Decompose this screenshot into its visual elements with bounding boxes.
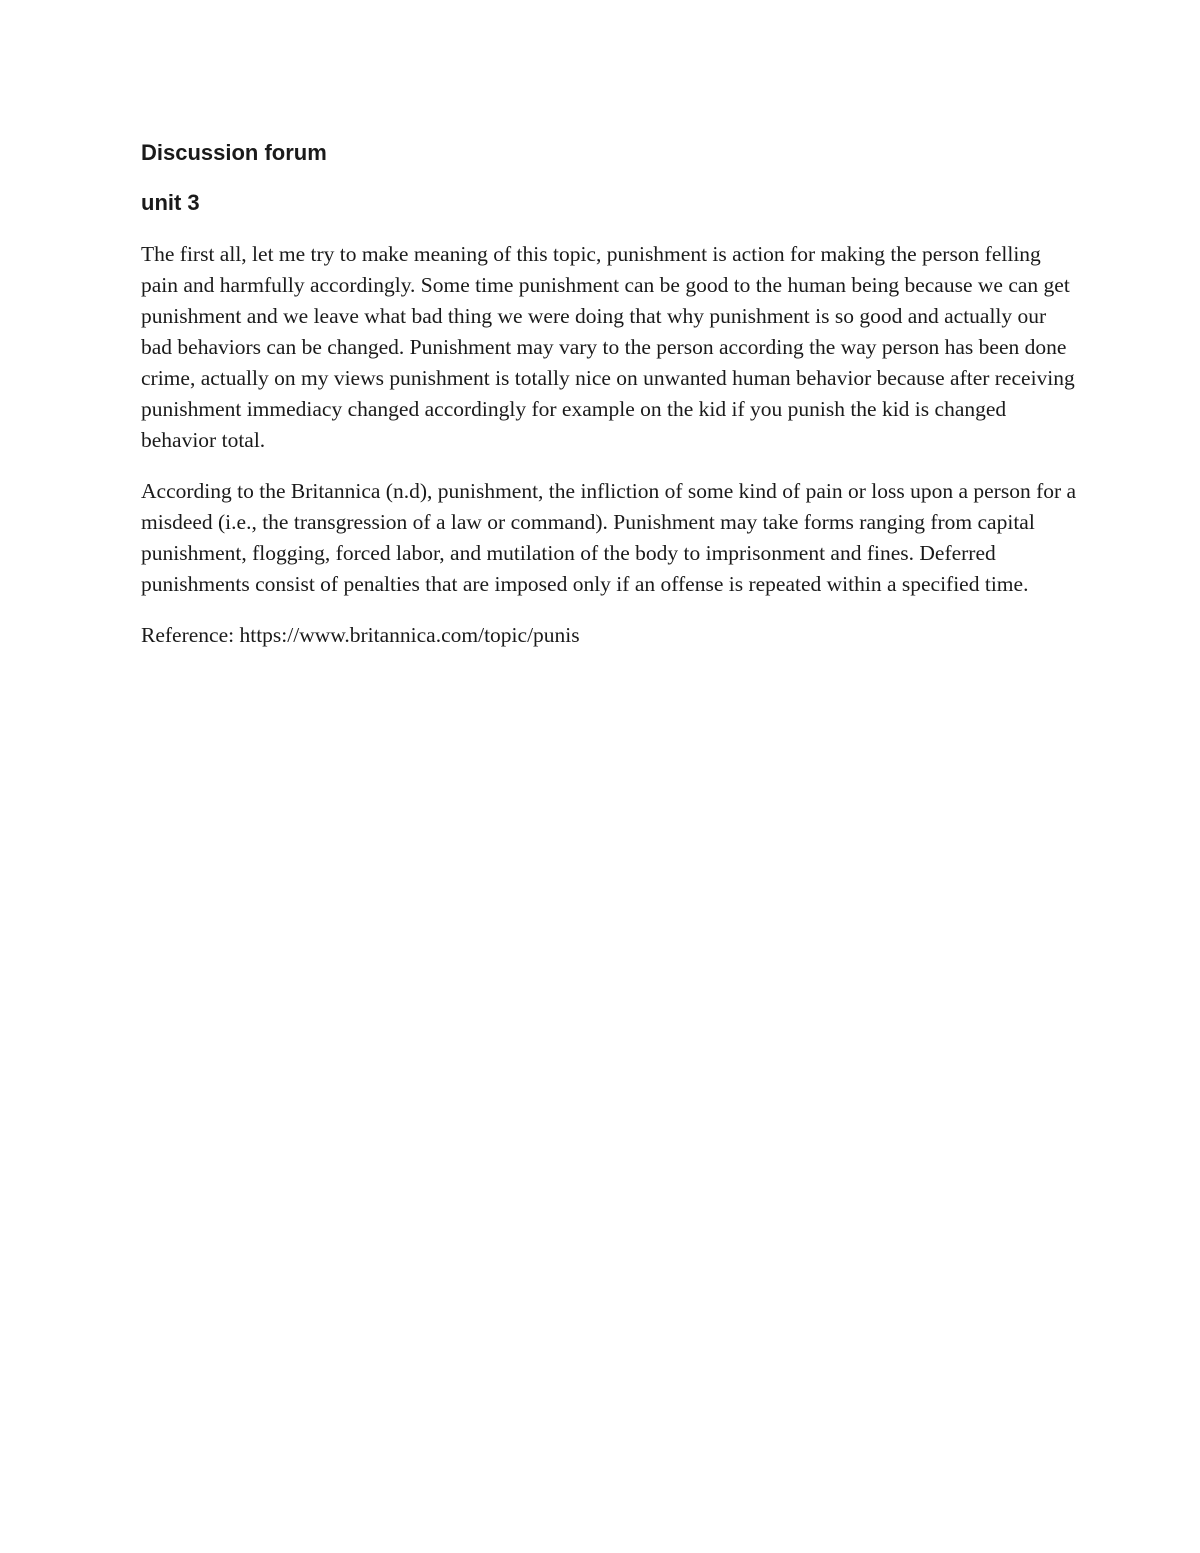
- unit-heading: unit 3: [141, 190, 200, 215]
- document-body: [141, 138, 1081, 651]
- paragraph-britannica: According to the Britannica (n.d), punishment, the infliction of some kind of pain or loss upon a person for a misdeed (i.e., the transgression of a law or command). Punishment may take forms ranging from capital punishment, flogging, forced labor, and mutilation of the body to imprisonment and fines. Deferred punishments consist of penalties that are imposed only if an offense is repeated within a specified time.: [141, 479, 1077, 596]
- document-title: Discussion forum: [141, 140, 327, 165]
- reference-line: Reference: https://www.britannica.com/topic/punis: [141, 623, 580, 647]
- paragraph-intro: The first all, let me try to make meaning of this topic, punishment is action for making the person felling pain and harmfully accordingly. Some time punishment can be good to the human being because we can get punishment and we leave what bad thing we were doing that why punishment is so good and actually our bad behaviors can be changed. Punishment may vary to the person according the way person has been done crime, actually on my views punishment is totally nice on unwanted human behavior because after receiving punishment immediacy changed accordingly for example on the kid if you punish the kid is changed behavior total.: [141, 242, 1075, 452]
